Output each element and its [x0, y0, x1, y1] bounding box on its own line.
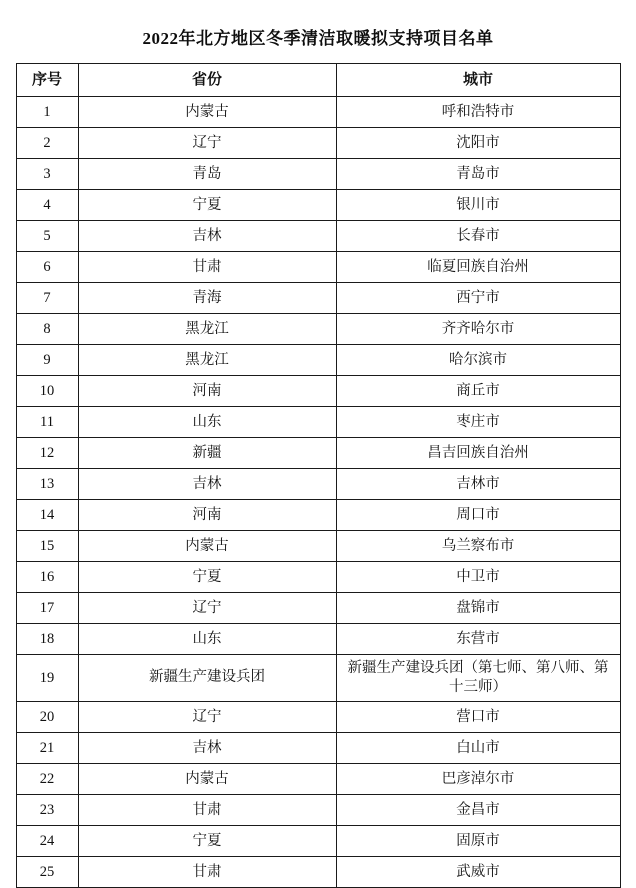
cell-city: 临夏回族自治州 [336, 252, 620, 283]
cell-province: 内蒙古 [78, 97, 336, 128]
cell-index: 10 [16, 376, 78, 407]
table-row [16, 825, 620, 856]
cell-city: 固原市 [336, 825, 620, 856]
table-row [16, 531, 620, 562]
cell-province: 宁夏 [78, 825, 336, 856]
table-row [16, 701, 620, 732]
cell-province: 黑龙江 [78, 314, 336, 345]
cell-index: 23 [16, 794, 78, 825]
cell-city: 商丘市 [336, 376, 620, 407]
table-row [16, 732, 620, 763]
table-row [16, 469, 620, 500]
table-row [16, 794, 620, 825]
cell-index: 13 [16, 469, 78, 500]
cell-province: 新疆生产建设兵团 [78, 655, 336, 702]
cell-index: 14 [16, 500, 78, 531]
cell-province: 甘肃 [78, 856, 336, 887]
cell-province: 青岛 [78, 159, 336, 190]
cell-city: 呼和浩特市 [336, 97, 620, 128]
table-row [16, 128, 620, 159]
cell-city: 银川市 [336, 190, 620, 221]
cell-province: 宁夏 [78, 190, 336, 221]
cell-province: 山东 [78, 624, 336, 655]
cell-index: 6 [16, 252, 78, 283]
cell-city: 中卫市 [336, 562, 620, 593]
table-row [16, 593, 620, 624]
cell-city: 西宁市 [336, 283, 620, 314]
cell-province: 辽宁 [78, 701, 336, 732]
cell-province: 河南 [78, 376, 336, 407]
cell-index: 2 [16, 128, 78, 159]
cell-province: 新疆 [78, 438, 336, 469]
cell-province: 河南 [78, 500, 336, 531]
table-row [16, 438, 620, 469]
cell-index: 8 [16, 314, 78, 345]
cell-province: 甘肃 [78, 252, 336, 283]
table-row [16, 407, 620, 438]
table-row [16, 345, 620, 376]
cell-province: 吉林 [78, 469, 336, 500]
cell-index: 5 [16, 221, 78, 252]
cell-city: 吉林市 [336, 469, 620, 500]
table-row [16, 283, 620, 314]
cell-index: 1 [16, 97, 78, 128]
cell-province: 甘肃 [78, 794, 336, 825]
cell-city: 枣庄市 [336, 407, 620, 438]
cell-city: 武威市 [336, 856, 620, 887]
cell-province: 山东 [78, 407, 336, 438]
cell-index: 17 [16, 593, 78, 624]
cell-index: 3 [16, 159, 78, 190]
cell-province: 内蒙古 [78, 531, 336, 562]
cell-province: 青海 [78, 283, 336, 314]
cell-province: 辽宁 [78, 128, 336, 159]
cell-city: 营口市 [336, 701, 620, 732]
table-row [16, 763, 620, 794]
project-list-table [16, 63, 621, 888]
table-body [16, 97, 620, 888]
cell-index: 7 [16, 283, 78, 314]
cell-city: 新疆生产建设兵团（第七师、第八师、第十三师） [336, 655, 620, 702]
table-header-row [16, 64, 620, 97]
table-row [16, 190, 620, 221]
cell-index: 25 [16, 856, 78, 887]
cell-city: 巴彦淖尔市 [336, 763, 620, 794]
cell-city: 周口市 [336, 500, 620, 531]
table-row [16, 376, 620, 407]
table-row [16, 97, 620, 128]
table-row [16, 500, 620, 531]
cell-province: 黑龙江 [78, 345, 336, 376]
table-header [16, 64, 620, 97]
cell-city: 金昌市 [336, 794, 620, 825]
table-row [16, 655, 620, 702]
cell-index: 20 [16, 701, 78, 732]
column-header-province: 省份 [78, 64, 336, 97]
cell-index: 15 [16, 531, 78, 562]
cell-index: 11 [16, 407, 78, 438]
cell-province: 辽宁 [78, 593, 336, 624]
table-row [16, 624, 620, 655]
cell-index: 18 [16, 624, 78, 655]
column-header-city: 城市 [336, 64, 620, 97]
table-row [16, 856, 620, 887]
page-title: 2022年北方地区冬季清洁取暖拟支持项目名单 [142, 29, 494, 48]
cell-city: 青岛市 [336, 159, 620, 190]
cell-city: 哈尔滨市 [336, 345, 620, 376]
cell-city: 白山市 [336, 732, 620, 763]
cell-province: 内蒙古 [78, 763, 336, 794]
cell-index: 21 [16, 732, 78, 763]
cell-index: 22 [16, 763, 78, 794]
cell-index: 4 [16, 190, 78, 221]
table-row [16, 562, 620, 593]
table-row [16, 221, 620, 252]
table-row [16, 159, 620, 190]
cell-city: 沈阳市 [336, 128, 620, 159]
cell-index: 16 [16, 562, 78, 593]
table-row [16, 314, 620, 345]
cell-index: 24 [16, 825, 78, 856]
table-row [16, 252, 620, 283]
cell-city: 昌吉回族自治州 [336, 438, 620, 469]
cell-city: 东营市 [336, 624, 620, 655]
column-header-index: 序号 [16, 64, 78, 97]
cell-index: 12 [16, 438, 78, 469]
cell-city: 乌兰察布市 [336, 531, 620, 562]
cell-city: 齐齐哈尔市 [336, 314, 620, 345]
cell-province: 吉林 [78, 221, 336, 252]
cell-city: 长春市 [336, 221, 620, 252]
cell-province: 吉林 [78, 732, 336, 763]
cell-index: 9 [16, 345, 78, 376]
cell-city: 盘锦市 [336, 593, 620, 624]
cell-index: 19 [16, 655, 78, 702]
cell-province: 宁夏 [78, 562, 336, 593]
